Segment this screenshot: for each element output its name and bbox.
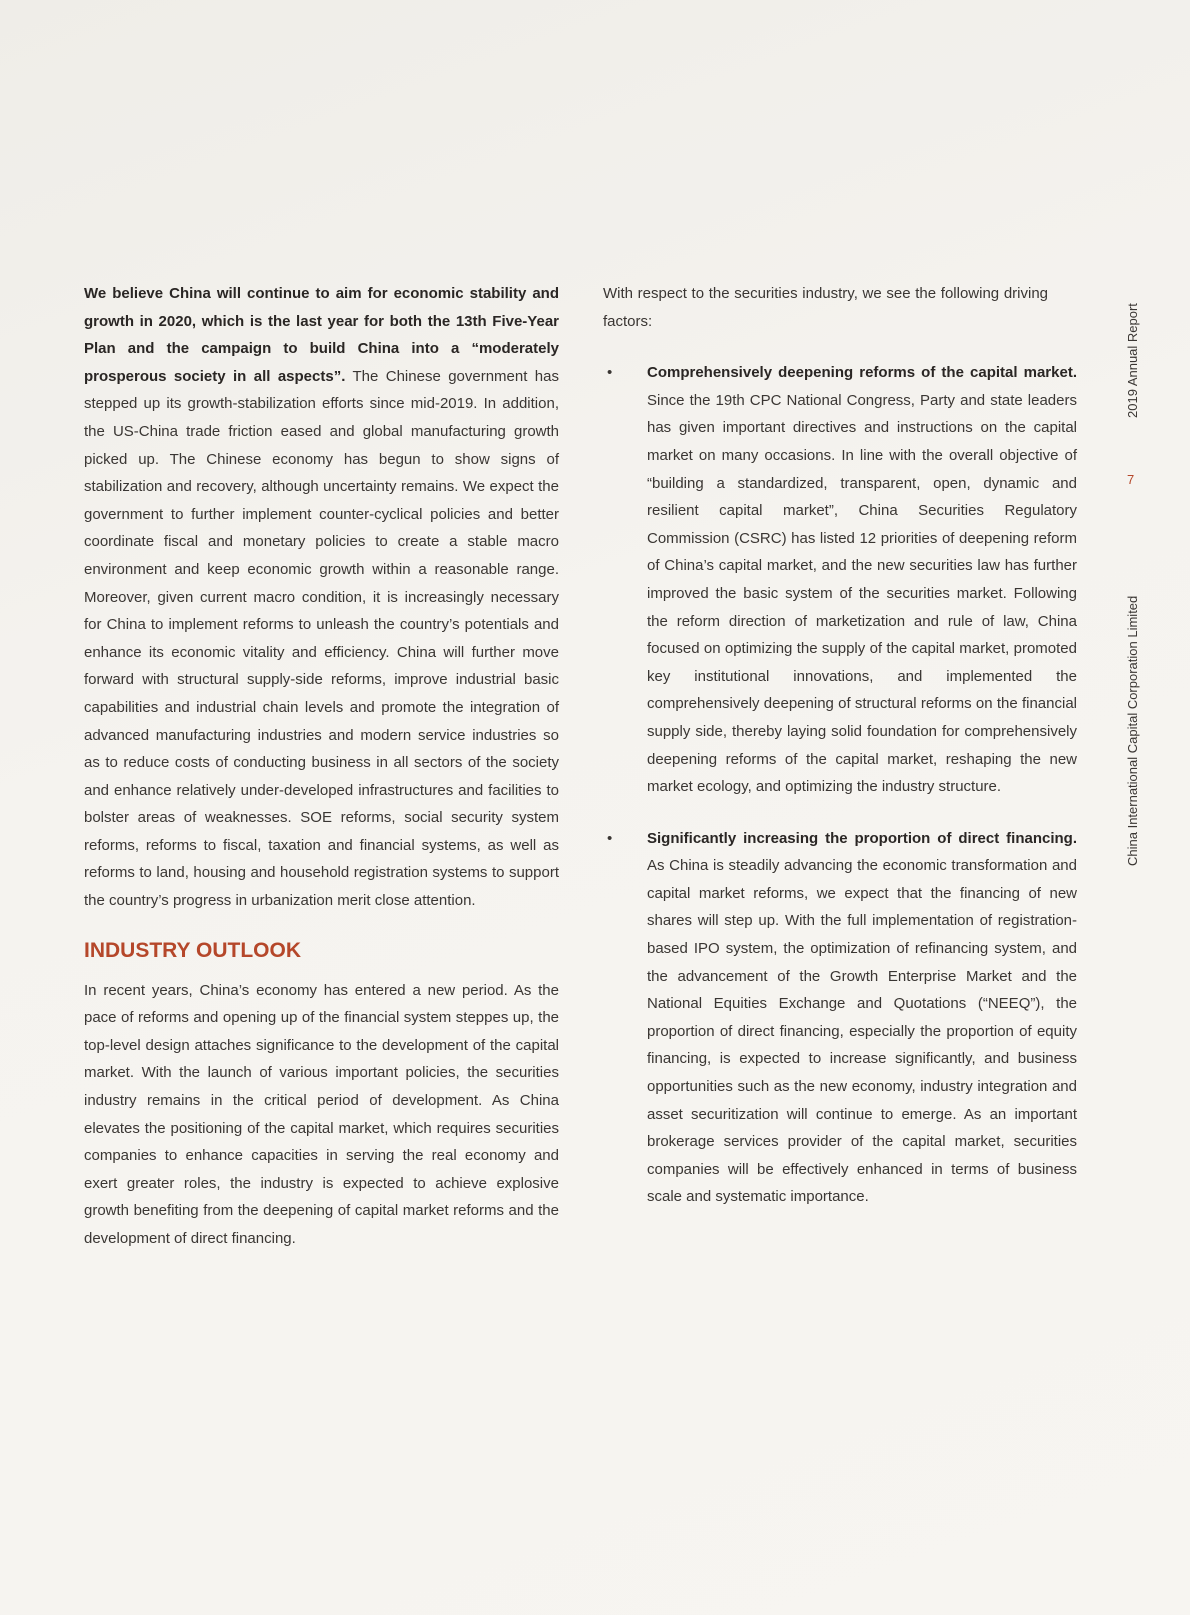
right-column [603,280,1077,1211]
left-column [84,280,559,1253]
bullet-text: Since the 19th CPC National Congress, Party and state leaders has given important directives and instructions on the capital market on many occasions. In line with the overall objective of “building a standardized, transparent, open, dynamic and resilient capital market”, China Securities Regulatory Commission (CSRC) has listed 12 priorities of deepening reform of China’s capital market, and the new securities law has further improved the basic system of the securities market. Following the reform direction of marketization and rule of law, China focused on optimizing the supply of the capital market, promoted key institutional innovations, and implemented the comprehensively deepening of structural reforms on the financial supply side, thereby laying solid foundation for comprehensively deepening reforms of the capital market, reshaping the new market ecology, and optimizing the industry structure. [647,391,1077,796]
bullet-icon: • [607,829,613,847]
company-name: China International Capital Corporation Limited [1125,595,1140,866]
factors-intro: With respect to the securities industry, we see the following driving factors: [603,285,1048,330]
bullet-item [603,359,1077,801]
page-number: 7 [1127,472,1135,487]
report-title: 2019 Annual Report [1125,303,1140,418]
bullet-icon: • [607,364,613,382]
intro-paragraph [84,280,559,915]
bullet-item [603,825,1077,1211]
bullet-text: As China is steadily advancing the economic transformation and capital market reforms, we expect that the financing of new shares will step up. With the full implementation of registration-based IPO system, the optimization of refinancing system, and the advancement of the Growth Enterprise Market and the National Equities Exchange and Quotations (“NEEQ”), the proportion of direct financing, especially the proportion of equity financing, is expected to increase significantly, and business opportunities such as the new economy, industry integration and asset securitization will continue to emerge. As an important brokerage services provider of the capital market, securities companies will be effectively enhanced in terms of business scale and systematic importance. [647,857,1077,1206]
bullet-title: Comprehensively deepening reforms of the capital market. [647,364,1077,382]
intro-text: The Chinese government has stepped up its growth-stabilization efforts since mid-2019. In addition, the US-China trade friction eased and global manufacturing growth picked up. The Chinese economy has begun to show signs of stabilization and recovery, although uncertainty remains. We expect the government to further implement counter-cyclical policies and better coordinate fiscal and monetary policies to create a stable macro environment and keep economic growth within a reasonable range. Moreover, given current macro condition, it is increasingly necessary for China to implement reforms to unleash the country’s potentials and enhance its economic vitality and efficiency. China will further move forward with structural supply-side reforms, improve industrial basic capabilities and industrial chain levels and promote the integration of advanced manufacturing industries and modern service industries so as to reduce costs of conducting business in all sectors of the society and enhance relatively under-developed infrastructures and facilities to bolster areas of weaknesses. SOE reforms, social security system reforms, reforms to fiscal, taxation and financial systems, as well as reforms to land, housing and household registration systems to support the country’s progress in urbanization merit close attention. [84,367,559,910]
bullet-title: Significantly increasing the proportion of direct financing. [647,829,1077,847]
outlook-paragraph: In recent years, China’s economy has entered a new period. As the pace of reforms and opening up of the financial system steppes up, the top-level design attaches significance to the development of the capital market. With the launch of various important policies, the securities industry remains in the critical period of development. As China elevates the positioning of the capital market, which requires securities companies to enhance capacities in serving the real economy and exert greater roles, the industry is expected to achieve explosive growth benefiting from the deepening of capital market reforms and the development of direct financing. [84,981,559,1247]
section-heading: INDUSTRY OUTLOOK [84,938,302,962]
intro-bold: We believe China will continue to aim for economic stability and growth in 2020, which is the last year for both the 13th Five-Year Plan and the campaign to build China into a “moderately prosperous society in all aspects”. [84,285,559,385]
